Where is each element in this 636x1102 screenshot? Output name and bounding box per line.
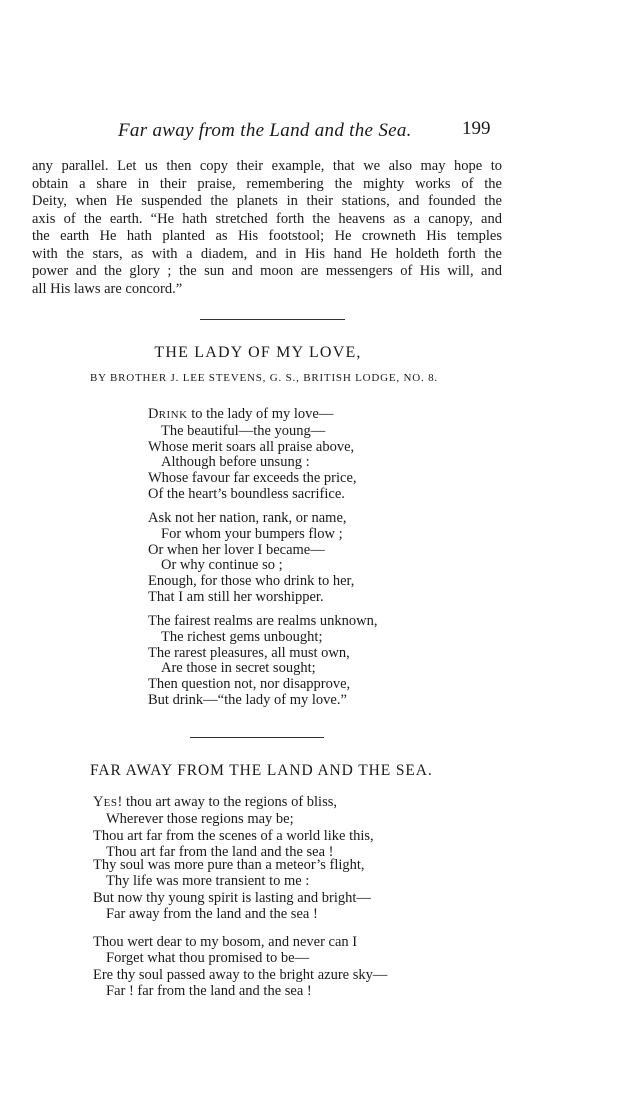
first-line-rest: to the lady of my love— (187, 406, 334, 422)
prose-line: obtain a share in their praise, remembering the mighty works of the (32, 175, 502, 192)
poem-title: THE LADY OF MY LOVE, (154, 344, 362, 361)
verse-line: That I am still her worshipper. (148, 588, 324, 605)
page-number: 199 (462, 118, 491, 139)
stanza (93, 934, 387, 999)
stanza (148, 614, 378, 709)
verse-line: Are those in secret sought; (161, 660, 316, 677)
verse-line: The beautiful—the young— (161, 422, 326, 439)
prose-line: any parallel. Let us then copy their example, that we also may hope to (32, 158, 502, 174)
stanza (148, 407, 357, 503)
verse-line: Whose favour far exceeds the price, (148, 470, 357, 487)
prose-line: the earth He hath planted as His footstool; He crowneth His temples (32, 228, 502, 244)
prose-line: all His laws are concord.” (32, 280, 183, 297)
verse-line: Although before unsung : (161, 454, 310, 471)
prose-line: axis of the earth. “He hath stretched forth the heavens as a canopy, and (32, 210, 502, 227)
verse-line: The fairest realms are realms unknown, (148, 613, 378, 629)
verse-line: Or why continue so ; (161, 557, 283, 574)
verse-line: But now thy young spirit is lasting and bright— (93, 889, 371, 906)
poem-title: FAR AWAY FROM THE LAND AND THE SEA. (90, 762, 433, 779)
first-word-rest: RINK (158, 409, 188, 421)
verse-line: The richest gems unbought; (161, 628, 323, 645)
verse-line: For whom your bumpers flow ; (161, 525, 343, 542)
prose-paragraph (32, 158, 502, 298)
verse-line: Thy life was more transient to me : (106, 873, 310, 890)
stanza (93, 857, 371, 922)
running-head (0, 120, 636, 144)
section-divider (190, 737, 324, 738)
running-title: Far away from the Land and the Sea. (118, 120, 412, 141)
verse-line: Thou art far from the scenes of a world like this, (93, 827, 374, 844)
verse-line (93, 794, 374, 811)
stanza (93, 794, 374, 860)
verse-line: Far ! far from the land and the sea ! (106, 982, 312, 999)
first-word-initial: Y (93, 794, 104, 810)
verse-line (148, 407, 357, 424)
verse-line: Then question not, nor disapprove, (148, 676, 351, 693)
verse-line: Or when her lover I became— (148, 541, 325, 558)
verse-line: Far away from the land and the sea ! (106, 905, 318, 922)
prose-line: power and the glory ; the sun and moon are messengers of His will, and (32, 263, 502, 279)
prose-line: Deity, when He suspended the planets in their stations, and founded the (32, 193, 502, 209)
verse-line: Wherever those regions may be; (106, 811, 294, 828)
stanza (148, 511, 354, 606)
verse-line: Thy soul was more pure than a meteor’s flight, (93, 857, 365, 873)
prose-line: with the stars, as with a diadem, and in His hand He holdeth forth the (32, 245, 502, 262)
poem-byline: BY BROTHER J. LEE STEVENS, G. S., BRITISH LODGE, NO. 8. (90, 372, 438, 384)
verse-line: Ask not her nation, rank, or name, (148, 510, 347, 526)
section-divider (200, 319, 345, 320)
verse-line: Forget what thou promised to be— (106, 950, 310, 967)
verse-line: The rarest pleasures, all must own, (148, 644, 350, 661)
first-word-rest: ES (103, 797, 118, 809)
verse-line: Thou art far from the land and the sea ! (106, 843, 334, 860)
verse-line: Thou wert dear to my bosom, and never can I (93, 934, 358, 950)
verse-line: Whose merit soars all praise above, (148, 438, 355, 455)
verse-line: Enough, for those who drink to her, (148, 573, 355, 590)
verse-line: But drink—“the lady of my love.” (148, 691, 347, 708)
first-word-initial: D (148, 406, 159, 422)
first-line-rest: ! thou art away to the regions of bliss, (117, 794, 337, 810)
verse-line: Ere thy soul passed away to the bright azure sky— (93, 966, 388, 983)
verse-line: Of the heart’s boundless sacrifice. (148, 485, 345, 502)
